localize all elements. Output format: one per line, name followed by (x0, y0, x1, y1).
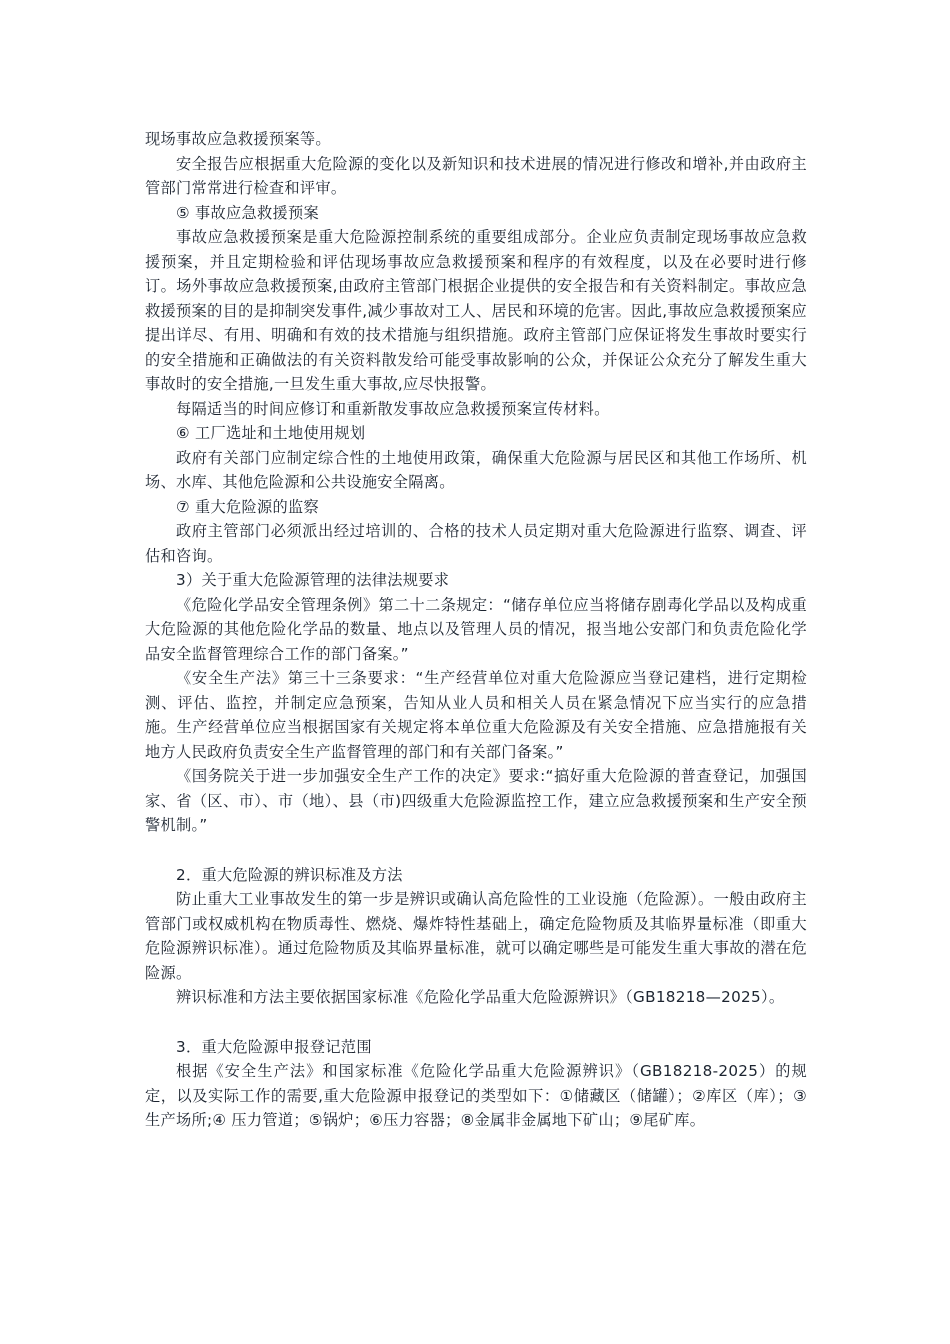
section-heading: ⑦ 重大危险源的监察 (176, 497, 319, 516)
section-heading: 3．重大危险源申报登记范围 (176, 1037, 372, 1056)
document-page (145, 127, 807, 1133)
section-heading: 3）关于重大危险源管理的法律法规要求 (176, 571, 450, 589)
paragraph: 《危险化学品安全管理条例》第二十二条规定：“储存单位应当将储存剧毒化学品以及构成重大危险源的其他危险化学品的数量、地点以及管理人员的情况，报当地公安部门和负责危险化学品安全监督管理综合工作的部门备案。” (145, 595, 807, 663)
paragraph: 政府有关部门应制定综合性的土地使用政策，确保重大危险源与居民区和其他工作场所、机场、水库、其他危险源和公共设施安全隔离。 (145, 448, 807, 491)
section-heading: 2．重大危险源的辨识标准及方法 (176, 865, 403, 884)
paragraph: 每隔适当的时间应修订和重新散发事故应急救援预案宣传材料。 (176, 399, 610, 418)
paragraph: 《国务院关于进一步加强安全生产工作的决定》要求:“搞好重大危险源的普查登记，加强国家、省（区、市）、市（地）、县（市)四级重大危险源监控工作，建立应急救援预案和生产安全预警机制。” (145, 767, 807, 834)
paragraph: 现场事故应急救援预案等。 (145, 130, 331, 148)
section-heading: ⑤ 事故应急救援预案 (176, 203, 319, 222)
paragraph: 根据《安全生产法》和国家标准《危险化学品重大危险源辨识》（GB18218-2025）的规定，以及实际工作的需要,重大危险源申报登记的类型如下：①储藏区（储罐）；②库区（库）；③生产场所;④ 压力管道；⑤锅炉；⑥压力容器；⑧金属非金属地下矿山；⑨尾矿库。 (145, 1062, 807, 1129)
section-heading: ⑥ 工厂选址和土地使用规划 (176, 424, 366, 442)
paragraph: 《安全生产法》第三十三条要求：“生产经营单位对重大危险源应当登记建档，进行定期检测、评估、监控，并制定应急预案，告知从业人员和相关人员在紧急情况下应当实行的应急措施。生产经营单位应当根据国家有关规定将本单位重大危险源及有关安全措施、应急措施报有关地方人民政府负责安全生产监督管理的部门和有关部门备案。” (145, 669, 807, 761)
paragraph: 政府主管部门必须派出经过培训的、合格的技术人员定期对重大危险源进行监察、调查、评估和咨询。 (145, 522, 807, 565)
paragraph: 辨识标准和方法主要依据国家标准《危险化学品重大危险源辨识》（GB18218—2025）。 (176, 988, 785, 1006)
paragraph: 事故应急救援预案是重大危险源控制系统的重要组成部分。企业应负责制定现场事故应急救援预案，并且定期检验和评估现场事故应急救援预案和程序的有效程度，以及在必要时进行修订。场外事故应急救援预案,由政府主管部门根据企业提供的安全报告和有关资料制定。事故应急救援预案的目的是抑制突发事件,减少事故对工人、居民和环境的危害。因此,事故应急救援预案应提出详尽、有用、明确和有效的技术措施与组织措施。政府主管部门应保证将发生事故时要实行的安全措施和正确做法的有关资料散发给可能受事故影响的公众，并保证公众充分了解发生重大事故时的安全措施,一旦发生重大事故,应尽快报警。 (145, 228, 807, 393)
paragraph: 防止重大工业事故发生的第一步是辨识或确认高危险性的工业设施（危险源）。一般由政府主管部门或权威机构在物质毒性、燃烧、爆炸特性基础上，确定危险物质及其临界量标准（即重大危险源辨识标准）。通过危险物质及其临界量标准，就可以确定哪些是可能发生重大事故的潜在危险源。 (145, 890, 807, 982)
paragraph: 安全报告应根据重大危险源的变化以及新知识和技术进展的情况进行修改和增补,并由政府主管部门常常进行检查和评审。 (145, 154, 807, 197)
